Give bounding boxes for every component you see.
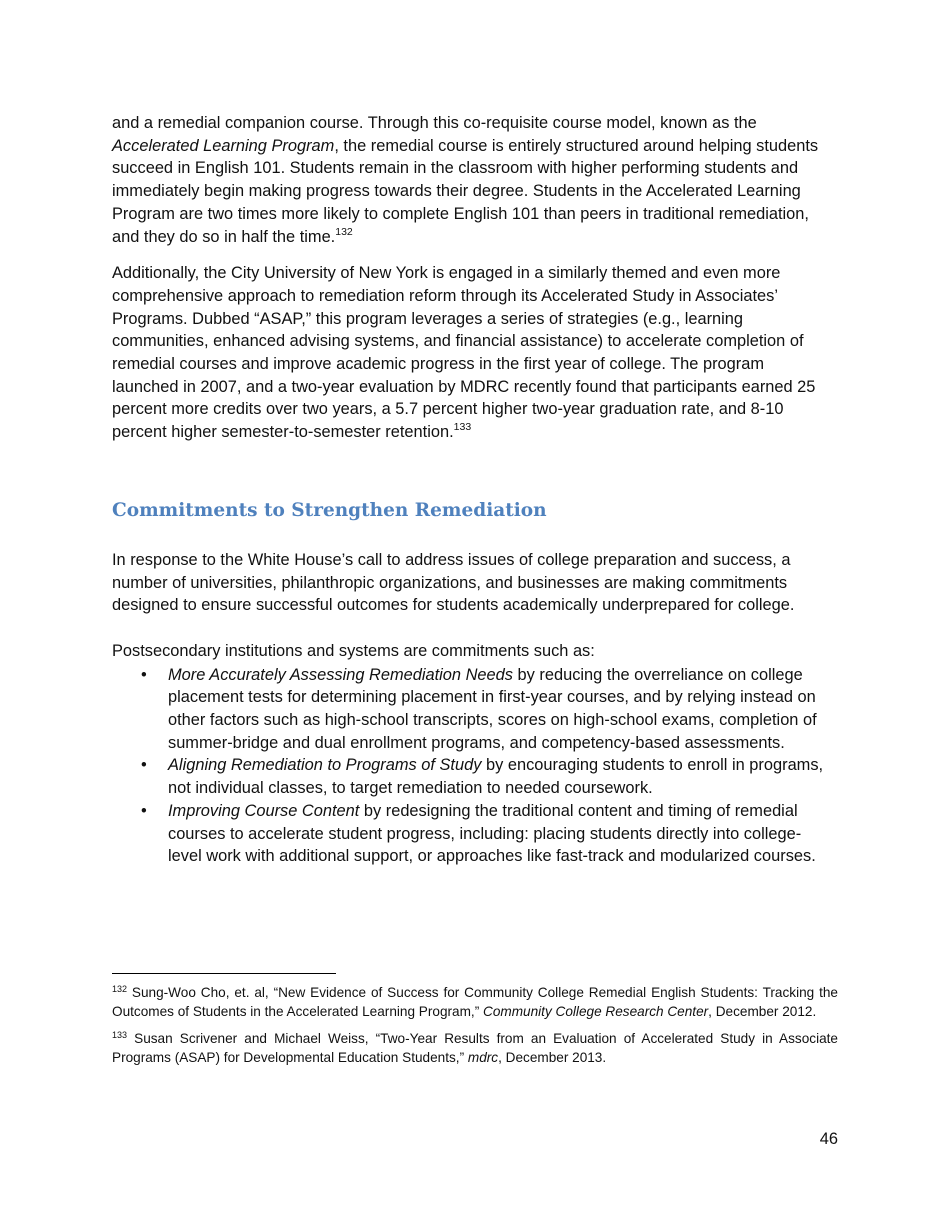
- footnote-ref-132[interactable]: 132: [335, 225, 353, 238]
- list-item-title: Improving Course Content: [168, 801, 360, 820]
- footnote-132: [112, 983, 838, 1021]
- paragraph-text: and a remedial companion course. Through this co-requisite course model, known as the: [112, 114, 757, 132]
- bullet-icon: •: [141, 665, 147, 684]
- footnote-text: , December 2013.: [498, 1050, 607, 1065]
- footnotes: [112, 983, 838, 1067]
- body-content: [112, 112, 830, 868]
- list-item-text: by reducing the overreliance on college placement tests for determining placement in first-year courses, and by relying instead on other factors such as high-school transcripts, scores on high-school exams, completion of summer-bridge and dual enrollment programs, and competency-based assessments.: [168, 665, 817, 752]
- paragraph-asap: [112, 262, 830, 444]
- paragraph-alp: [112, 112, 830, 248]
- section-heading: Commitments to Strengthen Remediation: [112, 499, 547, 521]
- list-item-text: by encouraging students to enroll in programs, not individual classes, to target remediation to needed coursework.: [168, 756, 824, 798]
- footnote-133: [112, 1029, 838, 1067]
- program-name: Accelerated Learning Program: [112, 136, 335, 155]
- footnote-number: 132: [112, 984, 128, 994]
- bullet-icon: •: [141, 801, 147, 820]
- bullet-icon: •: [141, 756, 147, 775]
- list-item: [141, 800, 830, 868]
- list-item: [141, 664, 830, 755]
- list-item-title: Aligning Remediation to Programs of Study: [168, 756, 482, 775]
- footnote-text: Sung-Woo Cho, et. al, “New Evidence of Success for Community College Remedial English Students: Tracking the Outcomes of Students in the Accelerated Learning Program,”: [112, 985, 838, 1019]
- paragraph-text: , the remedial course is entirely structured around helping students succeed in English 101. Students remain in the classroom with higher performing students and immediately begin making progress towards their degree. Students in the Accelerated Learning Program are two times more likely to complete English 101 than peers in traditional remediation, and they do so in half the time.: [112, 136, 819, 246]
- list-item-title: More Accurately Assessing Remediation Needs: [168, 665, 513, 684]
- footnote-divider: [112, 973, 336, 974]
- paragraph-intro-list: Postsecondary institutions and systems are commitments such as:: [112, 641, 595, 660]
- footnote-source: Community College Research Center: [483, 1004, 709, 1019]
- list-item: [141, 754, 830, 799]
- footnote-text: , December 2012.: [708, 1004, 817, 1019]
- paragraph-response: In response to the White House’s call to address issues of college preparation and success, a number of universities, philanthropic organizations, and businesses are making commitments designed to ensure successful outcomes for students academically underprepared for college.: [112, 550, 795, 615]
- footnote-source: mdrc: [467, 1050, 499, 1065]
- paragraph-text: Additionally, the City University of New York is engaged in a similarly themed and even more comprehensive approach to remediation reform through its Accelerated Study in Associates’ Programs. Dubbed “ASAP,” this program leverages a series of strategies (e.g., learning communities, enhanced advising systems, and financial assistance) to accelerate completion of remedial courses and improve academic progress in the first year of college. The program launched in 2007, and a two-year evaluation by MDRC recently found that participants earned 25 percent more credits over two years, a 5.7 percent higher two-year graduation rate, and 8-10 percent higher semester-to-semester retention.: [112, 264, 816, 442]
- commitments-list: [112, 664, 830, 868]
- footnote-ref-133[interactable]: 133: [453, 421, 472, 434]
- footnote-number: 133: [112, 1030, 128, 1040]
- list-item-text: by redesigning the traditional content and timing of remedial courses to accelerate student progress, including: placing students directly into college-level work with additional support, or approaches like fast-track and modularized courses.: [168, 801, 816, 866]
- footnote-text: Susan Scrivener and Michael Weiss, “Two-Year Results from an Evaluation of Accelerated Study in Associate Programs (ASAP) for Developmental Education Students,”: [112, 1031, 838, 1065]
- page-number: 46: [819, 1130, 838, 1148]
